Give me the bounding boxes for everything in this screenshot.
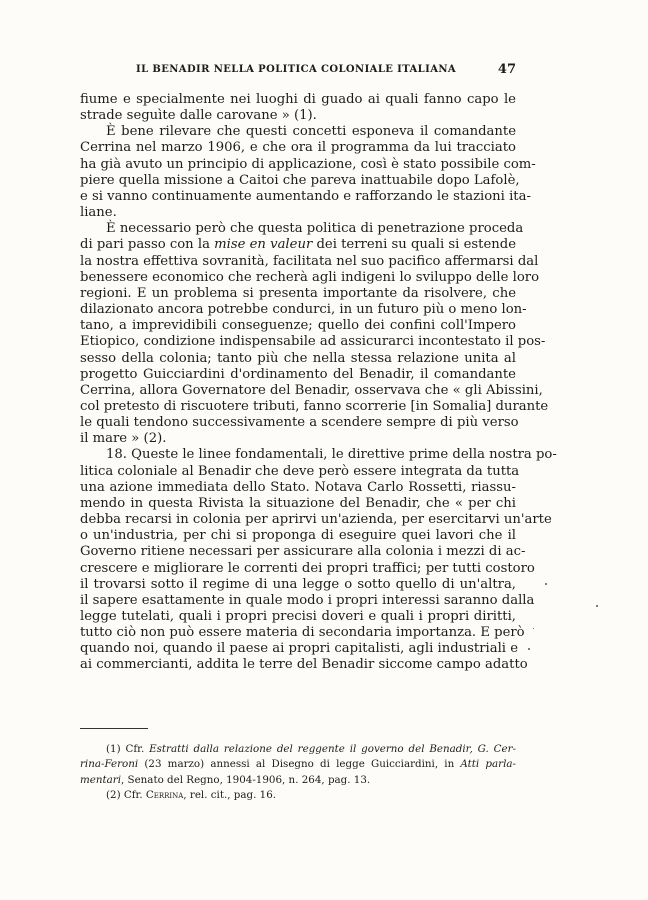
scan-speck (528, 648, 530, 650)
text-line: debba recarsi in colonia per aprirvi un'azienda, per esercitarvi un'arte (80, 512, 552, 528)
footnote-divider (80, 728, 148, 729)
text-line: legge tutelati, quali i propri precisi doveri e quali i propri diritti, (80, 609, 516, 624)
text-line: tutto ciò non può essere materia di secondaria importanza. E però (80, 625, 525, 641)
footnote-marker: (2) Cfr. (106, 789, 146, 802)
text-line: piere quella missione a Caitoi che pareva inattuabile dopo Lafolè, (80, 172, 520, 188)
footnote-1 (80, 742, 516, 757)
text-line: una azione immediata dello Stato. Notava Carlo Rossetti, riassu- (80, 479, 516, 495)
text-line: liane. (80, 205, 117, 221)
footnote-author: rina-Feroni (80, 758, 139, 771)
scan-speck (596, 605, 598, 607)
text-line: il sapere esattamente in quale modo i propri interessi saranno dalla (80, 592, 535, 608)
text-line: quando noi, quando il paese ai propri capitalisti, agli industriali e (80, 641, 519, 657)
footnote-2 (80, 788, 516, 803)
scan-speck (533, 628, 534, 629)
text-line: 18. Queste le linee fondamentali, le direttive prime della nostra po- (106, 447, 557, 463)
text-line: Etiopico, condizione indispensabile ad assicurarci incontestato il pos- (80, 334, 546, 350)
footnote-1-line-2 (80, 757, 516, 772)
text-line: o un'industria, per chi si proponga di eseguire quei lavori che il (80, 528, 516, 544)
text-line: fiume e specialmente nei luoghi di guado ai quali fanno capo le (80, 92, 516, 107)
text-line: Cerrina, allora Governatore del Benadir, osservava che « gli Abissini, (80, 382, 543, 398)
footnotes (80, 742, 516, 804)
running-title: IL BENADIR NELLA POLITICA COLONIALE ITALIANA (136, 64, 457, 75)
footnote-marker: (1) Cfr. (106, 743, 150, 755)
text-line: Governo ritiene necessari per assicurare alla colonia i mezzi di ac- (80, 544, 526, 560)
text-line: Cerrina nel marzo 1906, e che ora il programma da lui tracciato (80, 140, 516, 156)
text-segment: dei terreni su quali si estende (312, 237, 517, 253)
text-line: col pretesto di riscuotere tributi, fanno scorrerie [in Somalia] durante (80, 398, 549, 414)
footnote-text: , rel. cit., pag. 16. (183, 789, 277, 802)
text-line: litica coloniale al Benadir che deve però essere integrata da tutta (80, 463, 520, 479)
text-line: mendo in questa Rivista la situazione del Benadir, che « per chi (80, 495, 516, 511)
text-line: benessere economico che recherà agli indigeni lo sviluppo delle loro (80, 269, 540, 285)
text-line: progetto Guicciardini d'ordinamento del Benadir, il comandante (80, 366, 516, 382)
footnote-text: (23 marzo) annessi al Disegno di legge Guicciardini, in (138, 758, 461, 771)
text-line: È bene rilevare che questi concetti esponeva il comandante (106, 124, 516, 140)
text-line: crescere e migliorare le correnti dei propri traffici; per tutti costoro (80, 560, 535, 576)
text-line: È necessario però che questa politica di penetrazione proceda (106, 221, 524, 237)
text-line: la nostra effettiva sovranità, facilitata nel suo pacifico affermarsi dal (80, 253, 539, 269)
text-line: il mare » (2). (80, 431, 167, 447)
text-line: le quali tendono successivamente a scendere sempre di più verso (80, 415, 519, 431)
text-line: sesso della colonia; tanto più che nella stessa relazione unita al (80, 350, 516, 366)
footnote-text: , Senato del Regno, 1904-1906, n. 264, pag. 13. (120, 773, 371, 786)
text-line: ai commercianti, addita le terre del Benadir siccome campo adatto (80, 657, 528, 673)
scan-speck (545, 583, 547, 585)
page-number: 47 (497, 62, 516, 77)
text-line: il trovarsi sotto il regime di una legge o sotto quello di un'altra, (80, 576, 516, 592)
text-line (80, 237, 516, 253)
footnote-source: mentari (80, 773, 121, 786)
running-header (80, 64, 516, 80)
italic-phrase: mise en valeur (214, 237, 313, 253)
footnote-author: Cerrina (145, 789, 184, 802)
text-line: dilazionato ancora potrebbe condurci, in un futuro più o meno lon- (80, 302, 527, 318)
footnote-1-line-3 (80, 773, 516, 788)
footnote-citation: Estratti dalla relazione del reggente il governo del Benadir, G. Cer- (149, 743, 516, 755)
main-text (80, 92, 557, 674)
text-segment: di pari passo con la (80, 237, 215, 253)
text-line: tano, a imprevidibili conseguenze; quello dei confini coll'Impero (80, 318, 516, 334)
text-line: strade seguìte dalle carovane » (1). (80, 108, 317, 124)
text-line: regioni. E un problema si presenta importante da risolvere, che (80, 285, 516, 301)
text-line: e si vanno continuamente aumentando e rafforzando le stazioni ita- (80, 188, 531, 204)
text-line: ha già avuto un principio di applicazione, così è stato possibile com- (80, 156, 536, 172)
footnote-source: Atti parla- (460, 758, 516, 771)
